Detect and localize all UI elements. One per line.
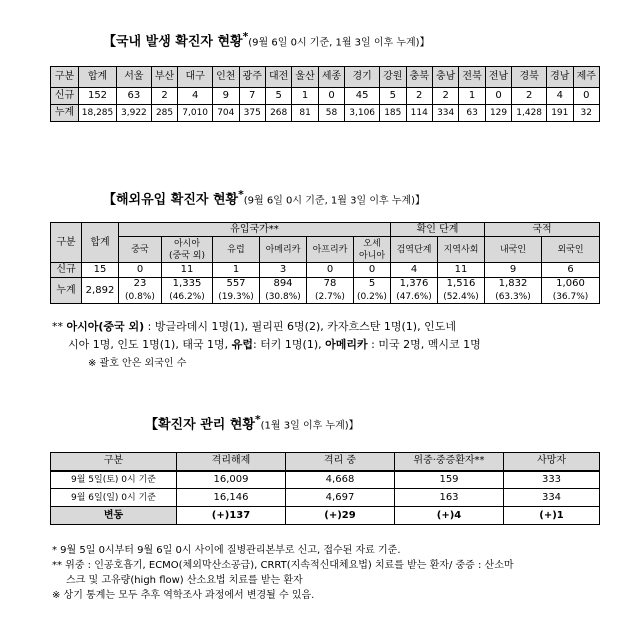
domestic-new-row <box>51 88 600 105</box>
cell: 894 <box>260 278 307 291</box>
cell: 114 <box>406 105 432 122</box>
domestic-title-text: 【국내 발생 확진자 현황 <box>103 34 243 50</box>
cell: 7 <box>239 88 265 105</box>
header-cell: 전남 <box>485 67 511 88</box>
header-cell: 구분 <box>51 223 82 263</box>
cell-pct: (30.8%) <box>260 291 307 304</box>
row-label: 9월 5일(토) 0시 기준 <box>51 471 177 489</box>
imported-title-text: 【해외유입 확진자 현황 <box>103 192 239 208</box>
imported-footnote-2: ※ 괄호 안은 외국인 수 <box>88 358 187 369</box>
cell-pct: (19.3%) <box>213 291 260 304</box>
header-cell: 격리 중 <box>286 453 395 471</box>
cell: 4,697 <box>286 489 395 507</box>
cell: 9 <box>213 88 239 105</box>
domestic-cumulative-row <box>51 105 600 122</box>
row-label: 9월 6일(일) 0시 기준 <box>51 489 177 507</box>
management-title-sup: * <box>254 413 261 426</box>
management-footnote-2b: 스크 및 고유량(high flow) 산소요법 치료를 받는 환자 <box>66 575 303 586</box>
cell: 1 <box>292 88 318 105</box>
cell: 4 <box>178 88 213 105</box>
header-cell: 인천 <box>213 67 239 88</box>
header-cell: 충남 <box>432 67 458 88</box>
header-cell: 합계 <box>82 223 119 263</box>
cell: 1,060 <box>542 278 600 291</box>
management-row-sep5 <box>51 471 600 489</box>
management-footnote-1: * 9월 5일 0시부터 9월 6일 0시 사이에 질병관리본부로 신고, 접수된 자료 기준. <box>52 545 401 556</box>
footnote-text-asia-cont: 시아 1명, 인도 1명(1), 태국 1명, <box>68 338 229 351</box>
management-footnote-3: ※ 상기 통계는 모두 추후 역학조사 과정에서 변경될 수 있음. <box>52 590 315 601</box>
imported-cases-table <box>50 222 600 304</box>
cell: 1,335 <box>162 278 213 291</box>
domestic-cases-title <box>103 30 430 49</box>
header-cell: 아시아 (중국 외) <box>162 237 213 263</box>
cell-pct: (2.7%) <box>307 291 354 304</box>
row-label: 누계 <box>51 278 82 304</box>
header-cell: 경남 <box>547 67 573 88</box>
cell-pct: (46.2%) <box>162 291 213 304</box>
cell: 16,146 <box>177 489 286 507</box>
row-label: 변동 <box>51 507 177 525</box>
imported-footnote-1b <box>68 336 481 352</box>
cell: 16,009 <box>177 471 286 489</box>
cell: 4,668 <box>286 471 395 489</box>
imported-title-sup: * <box>238 188 244 201</box>
cell: 185 <box>380 105 406 122</box>
cell: 163 <box>395 489 504 507</box>
header-cell: 부산 <box>151 67 177 88</box>
header-cell: 서울 <box>117 67 152 88</box>
cell: 557 <box>213 278 260 291</box>
domestic-header-row <box>51 67 600 88</box>
cell-pct: (0.8%) <box>119 291 162 304</box>
cell: 2 <box>432 88 458 105</box>
cell: 0 <box>354 263 391 278</box>
cell-pct: (0.2%) <box>354 291 391 304</box>
domestic-title-subtitle: (9월 6일 0시 기준, 1월 3일 이후 누계)】 <box>248 37 430 49</box>
header-cell: 내국인 <box>485 237 542 263</box>
row-label: 신규 <box>51 263 82 278</box>
cell: 159 <box>395 471 504 489</box>
imported-group-header-row <box>51 223 600 237</box>
footnote-label-europe: 유럽 <box>231 338 253 351</box>
cell: 4 <box>391 263 438 278</box>
cell: 1,376 <box>391 278 438 291</box>
cell: 1,516 <box>438 278 485 291</box>
cell: 15 <box>82 263 119 278</box>
cell: 63 <box>459 105 485 122</box>
cell: 0 <box>485 88 511 105</box>
cell: 268 <box>265 105 291 122</box>
cell: 9 <box>485 263 542 278</box>
cell-pct: (63.3%) <box>485 291 542 304</box>
imported-percent-row <box>51 291 600 304</box>
domestic-cases-table <box>50 66 600 122</box>
cell: (+)4 <box>395 507 504 525</box>
case-management-table <box>50 452 600 525</box>
header-cell: 광주 <box>239 67 265 88</box>
header-cell: 유럽 <box>213 237 260 263</box>
header-cell: 검역단계 <box>391 237 438 263</box>
cell: 11 <box>438 263 485 278</box>
cell: 1 <box>459 88 485 105</box>
header-cell: 지역사회 <box>438 237 485 263</box>
imported-cumulative-row <box>51 278 600 291</box>
cell: 18,285 <box>79 105 117 122</box>
cell: 4 <box>547 88 573 105</box>
footnote-mark: ** <box>52 320 63 333</box>
cell: 7,010 <box>178 105 213 122</box>
group-header-nationality: 국적 <box>485 223 600 237</box>
cell: 375 <box>239 105 265 122</box>
cell: 3 <box>260 263 307 278</box>
management-footnote-2a: ** 위중 : 인공호흡기, ECMO(체외막산소공급), CRRT(지속적신대체요법) 치료를 받는 환자/ 중증 : 산소마 <box>52 560 514 571</box>
cell: 5 <box>380 88 406 105</box>
cell: 45 <box>345 88 380 105</box>
header-cell: 대전 <box>265 67 291 88</box>
header-cell: 구분 <box>51 453 177 471</box>
cell: 333 <box>504 471 600 489</box>
cell: 2 <box>512 88 547 105</box>
imported-sub-header-row <box>51 237 600 263</box>
management-title-text: 【확진자 관리 현황 <box>145 417 255 433</box>
footnote-label-america: 아메리카 <box>325 338 368 351</box>
group-header-origin: 유입국가** <box>119 223 391 237</box>
cell: 191 <box>547 105 573 122</box>
header-cell: 강원 <box>380 67 406 88</box>
footnote-text-europe: : 터키 1명(1), <box>252 338 322 351</box>
imported-cases-title <box>103 188 425 207</box>
imported-new-row <box>51 263 600 278</box>
header-cell: 아메리카 <box>260 237 307 263</box>
row-label: 누계 <box>51 105 79 122</box>
header-cell: 세종 <box>318 67 344 88</box>
cell: 58 <box>318 105 344 122</box>
cell: 5 <box>354 278 391 291</box>
cell: 0 <box>119 263 162 278</box>
cell: 334 <box>432 105 458 122</box>
cell: 3,106 <box>345 105 380 122</box>
management-status-title <box>145 413 359 432</box>
cell: (+)29 <box>286 507 395 525</box>
cell: 1 <box>213 263 260 278</box>
management-header-row <box>51 453 600 471</box>
header-cell: 위중·중증환자** <box>395 453 504 471</box>
cell: 285 <box>151 105 177 122</box>
group-header-check: 확인 단계 <box>391 223 485 237</box>
row-label: 신규 <box>51 88 79 105</box>
cell: 78 <box>307 278 354 291</box>
header-cell: 합계 <box>79 67 117 88</box>
header-cell: 경북 <box>512 67 547 88</box>
header-cell: 격리해제 <box>177 453 286 471</box>
cell: 334 <box>504 489 600 507</box>
cell: 129 <box>485 105 511 122</box>
footnote-label-asia: 아시아(중국 외) <box>66 320 145 333</box>
cell: 32 <box>573 105 600 122</box>
cell: 2 <box>151 88 177 105</box>
cell: 0 <box>573 88 600 105</box>
cell: 0 <box>307 263 354 278</box>
management-title-subtitle: (1월 3일 이후 누계)】 <box>260 420 359 432</box>
header-cell: 충북 <box>406 67 432 88</box>
cell: 2,892 <box>82 278 119 304</box>
cell-pct: (47.6%) <box>391 291 438 304</box>
cell: (+)1 <box>504 507 600 525</box>
cell: 63 <box>117 88 152 105</box>
cell: 11 <box>162 263 213 278</box>
cell-pct: (52.4%) <box>438 291 485 304</box>
management-row-sep6 <box>51 489 600 507</box>
header-cell: 제주 <box>573 67 600 88</box>
cell: 152 <box>79 88 117 105</box>
header-cell: 경기 <box>345 67 380 88</box>
imported-title-subtitle: (9월 6일 0시 기준, 1월 3일 이후 누계)】 <box>243 195 426 207</box>
footnote-text-america: : 미국 2명, 멕시코 1명 <box>367 338 481 351</box>
cell: 0 <box>318 88 344 105</box>
header-cell: 오세 아니아 <box>354 237 391 263</box>
cell: 1,428 <box>512 105 547 122</box>
cell: 23 <box>119 278 162 291</box>
header-cell: 외국인 <box>542 237 600 263</box>
header-cell: 구분 <box>51 67 79 88</box>
cell: 1,832 <box>485 278 542 291</box>
imported-footnote-1a <box>52 318 456 334</box>
header-cell: 중국 <box>119 237 162 263</box>
cell: 5 <box>265 88 291 105</box>
header-cell: 사망자 <box>504 453 600 471</box>
cell: (+)137 <box>177 507 286 525</box>
cell-pct: (36.7%) <box>542 291 600 304</box>
header-cell: 울산 <box>292 67 318 88</box>
domestic-title-sup: * <box>242 30 249 43</box>
header-cell: 전북 <box>459 67 485 88</box>
cell: 81 <box>292 105 318 122</box>
cell: 704 <box>213 105 239 122</box>
cell: 3,922 <box>117 105 152 122</box>
cell: 6 <box>542 263 600 278</box>
footnote-text-asia: : 방글라데시 1명(1), 필리핀 6명(2), 카자흐스탄 1명(1), 인도네 <box>144 320 456 333</box>
header-cell: 대구 <box>178 67 213 88</box>
header-cell: 아프리카 <box>307 237 354 263</box>
cell: 2 <box>406 88 432 105</box>
management-change-row <box>51 507 600 525</box>
